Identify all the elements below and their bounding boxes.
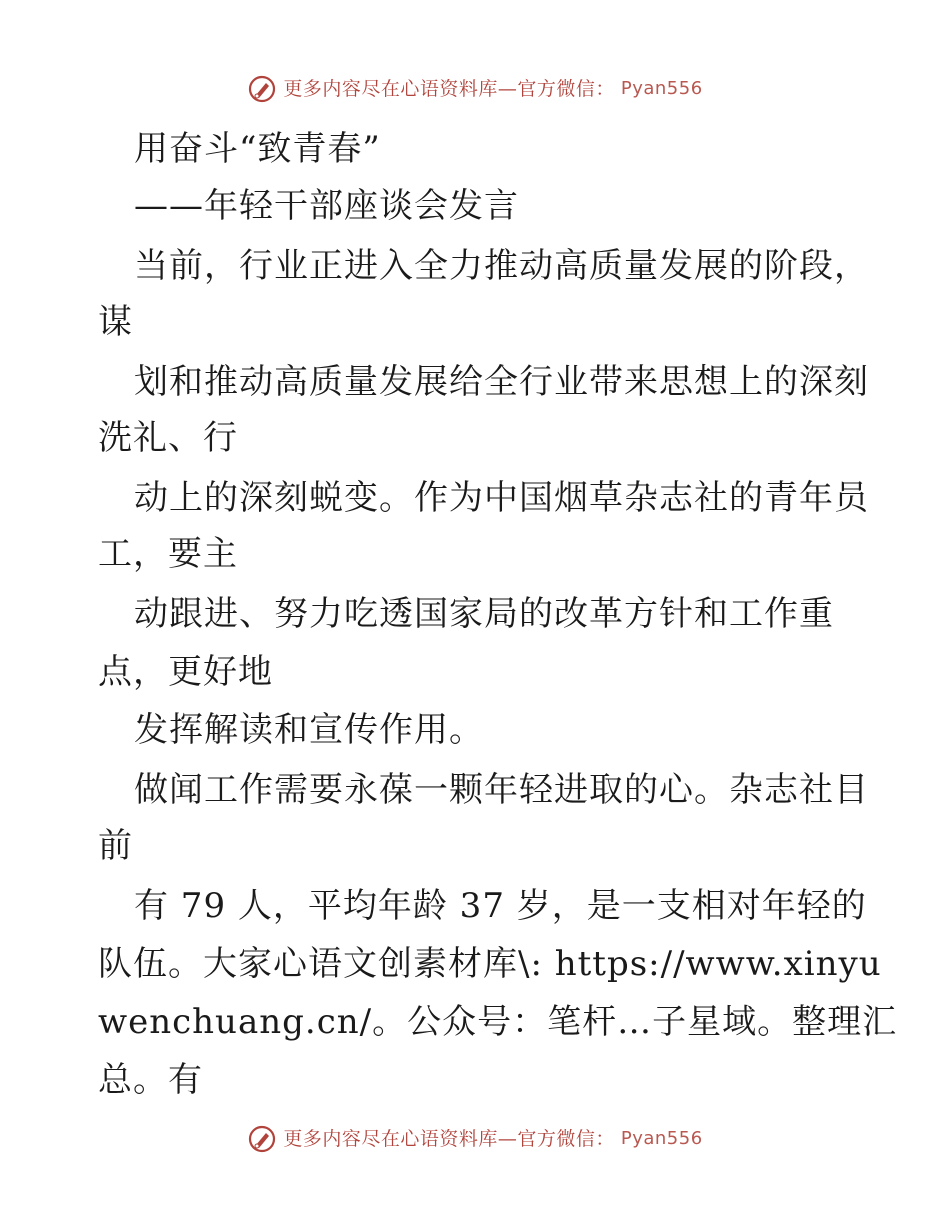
text-line: wenchuang.cn/。公众号：笔杆…子星域。整理汇 (98, 1002, 898, 1042)
pen-seal-icon (247, 74, 277, 104)
watermark-text-en: Pyan556 (620, 1128, 703, 1149)
text-line: 工，要主 (98, 534, 238, 574)
header-watermark (0, 74, 950, 104)
text-line: ——年轻干部座谈会发言 (134, 186, 519, 226)
text-line: 点，更好地 (98, 652, 273, 692)
text-line: 做闻工作需要永葆一颗年轻进取的心。杂志社目 (134, 770, 869, 810)
text-line: 当前，行业正进入全力推动高质量发展的阶段， (134, 246, 869, 286)
footer-watermark (0, 1124, 950, 1154)
text-line: 划和推动高质量发展给全行业带来思想上的深刻 (134, 362, 869, 402)
pen-seal-icon (247, 1124, 277, 1154)
watermark-text-zh: 更多内容尽在心语资料库—官方微信： (283, 1128, 615, 1150)
text-line: 谋 (98, 302, 133, 342)
text-line: 前 (98, 826, 133, 866)
text-line: 用奋斗“致青春” (134, 129, 381, 169)
text-line: 动上的深刻蜕变。作为中国烟草杂志社的青年员 (134, 478, 869, 518)
text-line: 有 79 人，平均年龄 37 岁，是一支相对年轻的 (134, 886, 867, 926)
watermark-text-zh: 更多内容尽在心语资料库—官方微信： (283, 78, 615, 100)
text-line: 动跟进、努力吃透国家局的改革方针和工作重 (134, 594, 834, 634)
watermark-text-en: Pyan556 (620, 78, 703, 99)
text-line: 洗礼、行 (98, 418, 238, 458)
text-line: 发挥解读和宣传作用。 (134, 710, 484, 750)
text-line: 总。有 (98, 1060, 203, 1100)
text-line: 队伍。大家心语文创素材库\: https://www.xinyu (98, 944, 882, 984)
